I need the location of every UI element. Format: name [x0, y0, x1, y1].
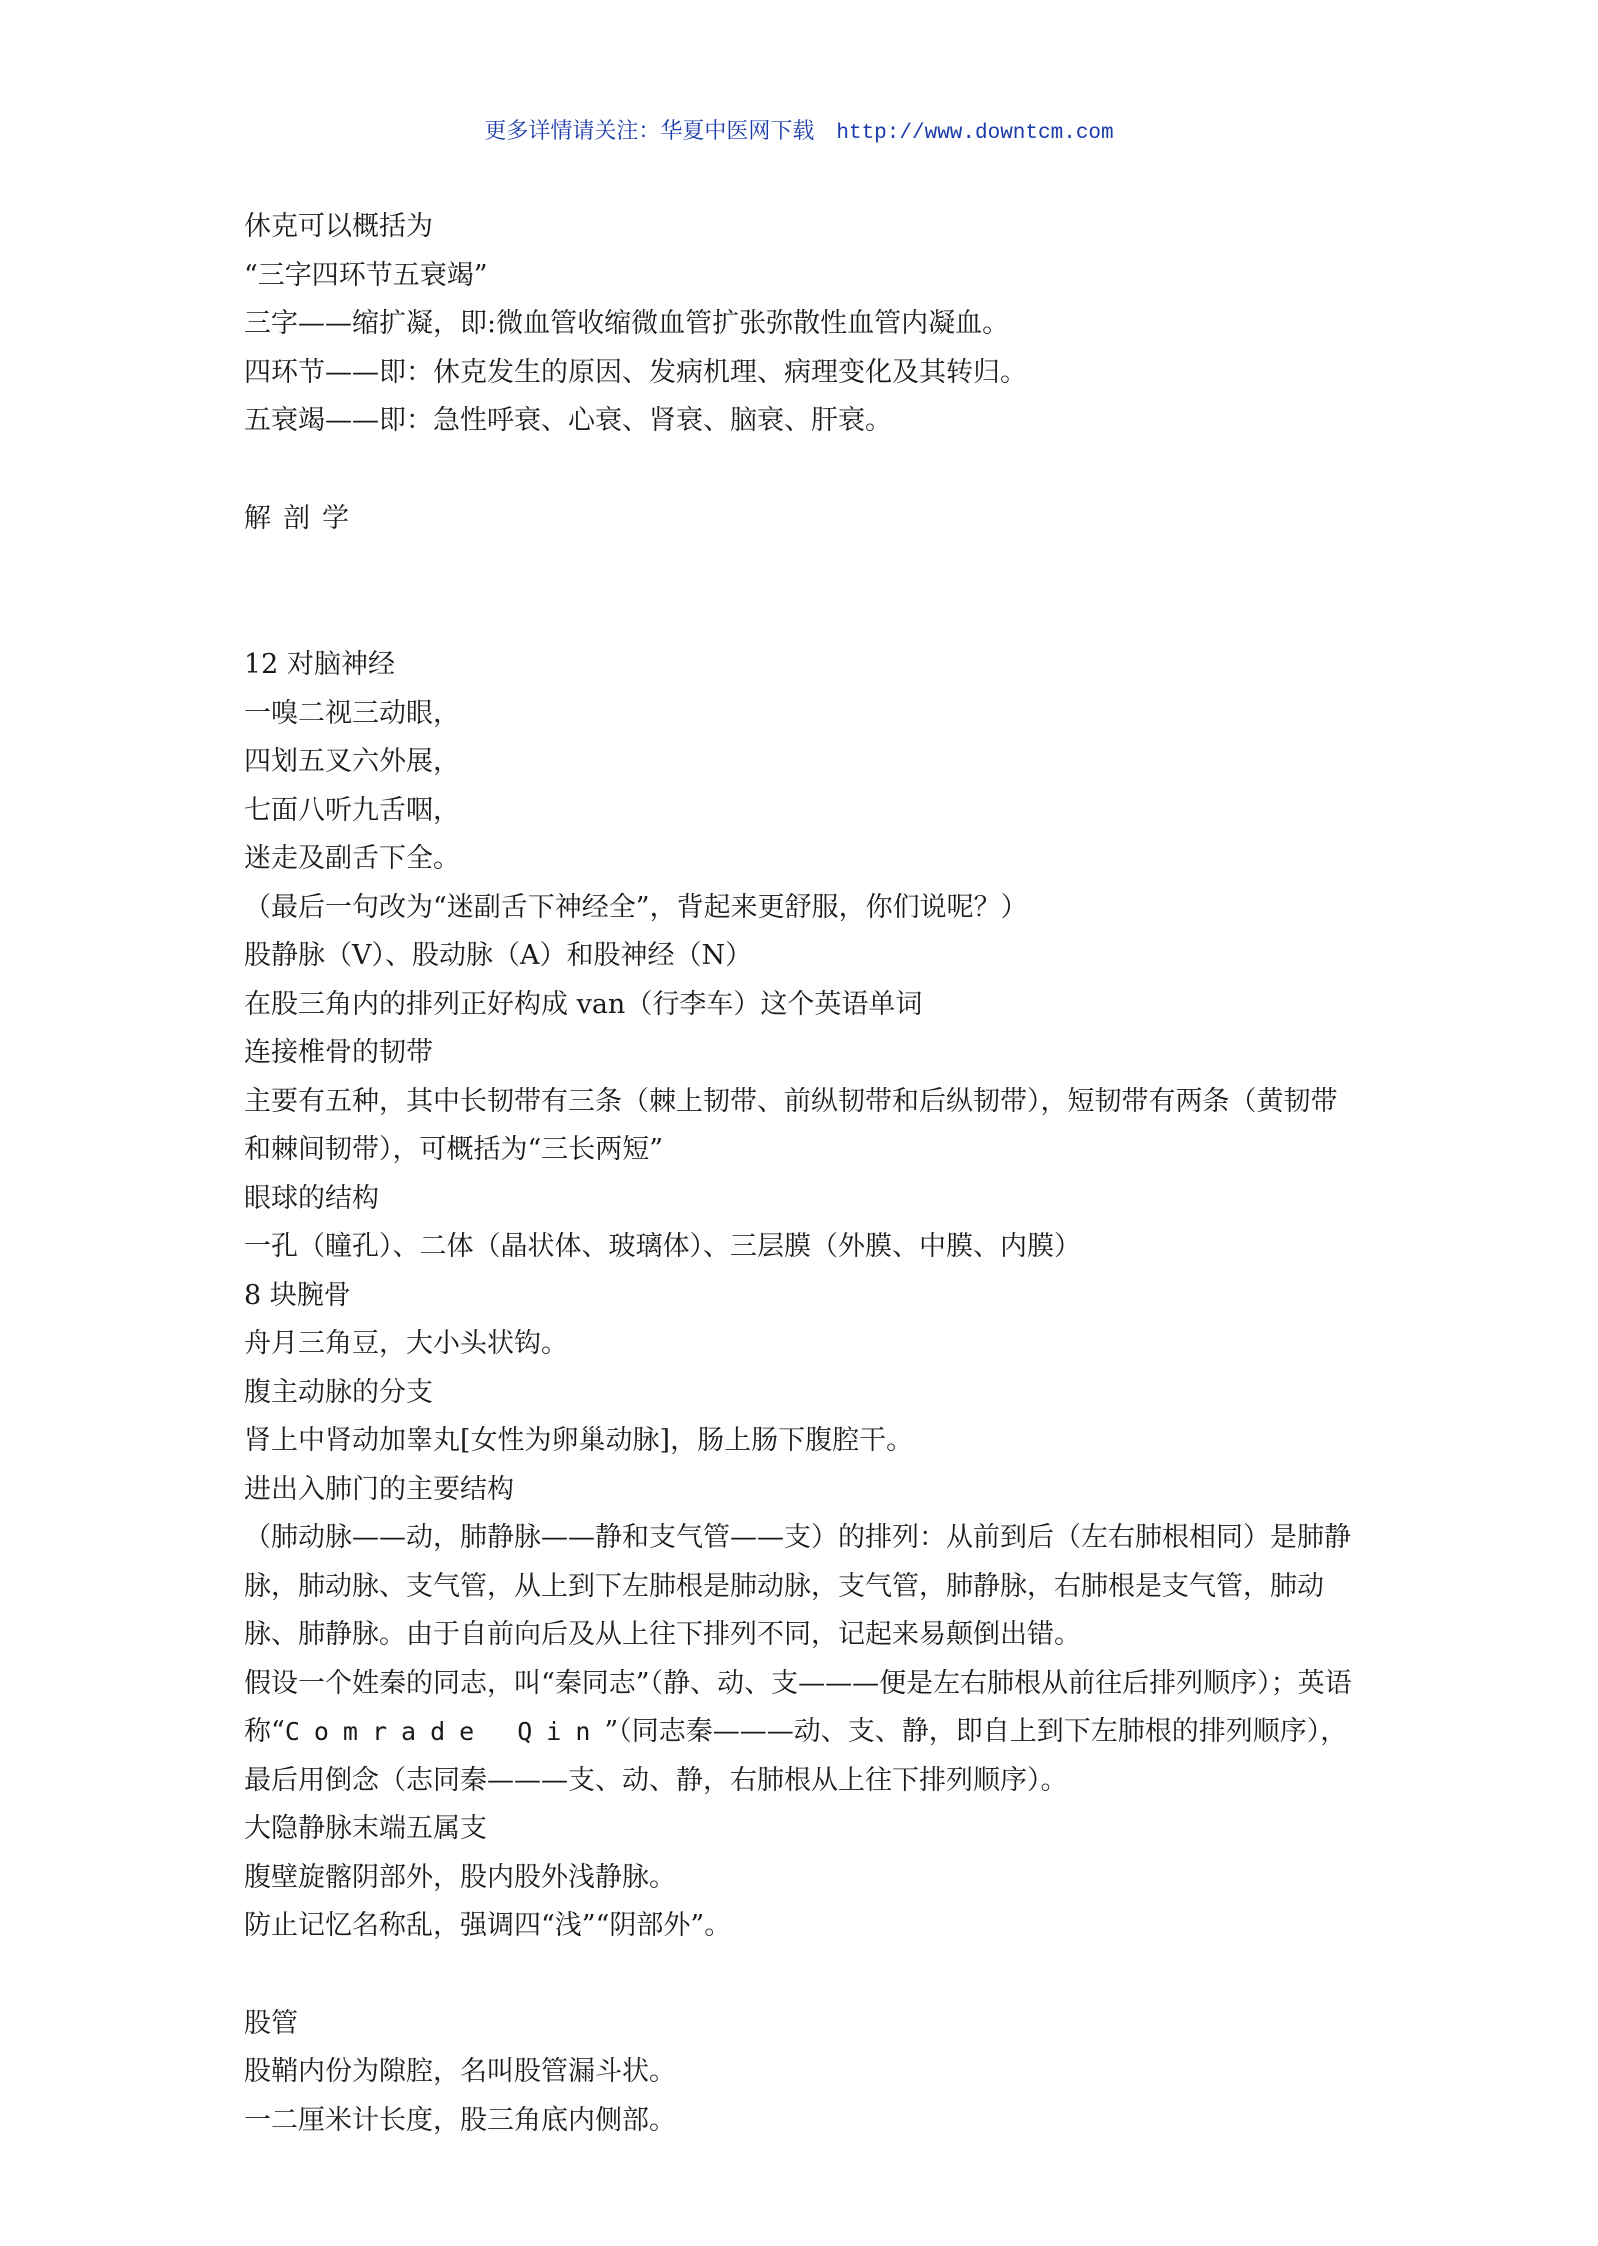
- hilum-mnemonic-part: 假设一个姓秦的同志，叫“秦同志”（静、动、支———便是左右肺根从前往后排列顺序）；英语称“: [244, 1667, 1352, 1747]
- carpal-title: 8 块腕骨: [244, 1279, 351, 1311]
- cranial-line: （最后一句改为“迷副舌下神经全”，背起来更舒服，你们说呢？）: [244, 891, 1028, 923]
- femoral-canal-text: 一二厘米计长度，股三角底内侧部。: [244, 2104, 676, 2136]
- carpal-text: 舟月三角豆，大小头状钩。: [244, 1328, 568, 1359]
- aorta-title: 腹主动脉的分支: [244, 1376, 433, 1408]
- femoral-line: 股静脉（V）、股动脉（A）和股神经（N）: [244, 940, 753, 971]
- shock-intro: 休克可以概括为: [244, 211, 433, 242]
- cranial-line: 迷走及副舌下全。: [244, 843, 460, 874]
- aorta-text: 肾上中肾动加睾丸[女性为卵巢动脉]，肠上肠下腹腔干。: [244, 1425, 914, 1456]
- saphenous-title: 大隐静脉末端五属支: [244, 1813, 487, 1844]
- hilum-mnemonic: [244, 1660, 1364, 1806]
- ligament-title: 连接椎骨的韧带: [244, 1037, 433, 1068]
- spacer: [244, 1951, 1364, 2000]
- femoral-canal-text: 股鞘内份为隙腔，名叫股管漏斗状。: [244, 2056, 676, 2087]
- femoral-line: 在股三角内的排列正好构成 van（行李车）这个英语单词: [244, 988, 923, 1020]
- document-body: [244, 203, 1364, 2145]
- spacer: [244, 446, 1364, 495]
- hilum-mnemonic-english: Comrade Qin: [284, 1717, 605, 1746]
- shock-summary: “三字四环节五衰竭”: [244, 259, 488, 291]
- eyeball-text: 一孔（瞳孔）、二体（晶状体、玻璃体）、三层膜（外膜、中膜、内膜）: [244, 1231, 1081, 1262]
- page-header: [0, 114, 1598, 145]
- shock-five-failures: 五衰竭——即：急性呼衰、心衰、肾衰、脑衰、肝衰。: [244, 405, 892, 436]
- header-url-link[interactable]: http://www.downtcm.com: [836, 122, 1114, 145]
- hilum-text: （肺动脉——动，肺静脉——静和支气管——支）的排列：从前到后（左右肺根相同）是肺静脉，肺动脉、支气管，从上到下左肺根是肺动脉，支气管，肺静脉，右肺根是支气管，肺动脉、肺静脉。由于自前向后及从上往下排列不同，记起来易颠倒出错。: [244, 1522, 1351, 1650]
- saphenous-text: 防止记忆名称乱，强调四“浅”“阴部外”。: [244, 1910, 732, 1941]
- shock-three-words: 三字——缩扩凝，即:微血管收缩微血管扩张弥散性血管内凝血。: [244, 308, 1010, 339]
- cranial-line: 七面八听九舌咽，: [244, 794, 460, 826]
- cranial-line: 四划五叉六外展，: [244, 746, 460, 777]
- saphenous-text: 腹壁旋髂阴部外，股内股外浅静脉。: [244, 1861, 676, 1893]
- hilum-title: 进出入肺门的主要结构: [244, 1473, 514, 1505]
- ligament-text: 主要有五种，其中长韧带有三条（棘上韧带、前纵韧带和后纵韧带），短韧带有两条（黄韧带和棘间韧带），可概括为“三长两短”: [244, 1085, 1338, 1165]
- cranial-line: 一嗅二视三动眼，: [244, 697, 460, 729]
- cranial-nerves-title: 12 对脑神经: [244, 649, 395, 680]
- femoral-canal-title: 股管: [244, 2007, 298, 2039]
- eyeball-title: 眼球的结构: [244, 1182, 379, 1214]
- spacer: [244, 543, 1364, 641]
- header-notice: 更多详情请关注：华夏中医网下载: [484, 119, 815, 144]
- shock-four-links: 四环节——即：休克发生的原因、发病机理、病理变化及其转归。: [244, 356, 1027, 388]
- hilum-mnemonic-part: ”（同志秦———动、支、静，即自上到下左肺根的排列顺序），最后用倒念（志同秦———支、动、静，右肺根从上往下排列顺序）。: [244, 1716, 1348, 1796]
- section-heading-anatomy: 解剖学: [244, 502, 361, 534]
